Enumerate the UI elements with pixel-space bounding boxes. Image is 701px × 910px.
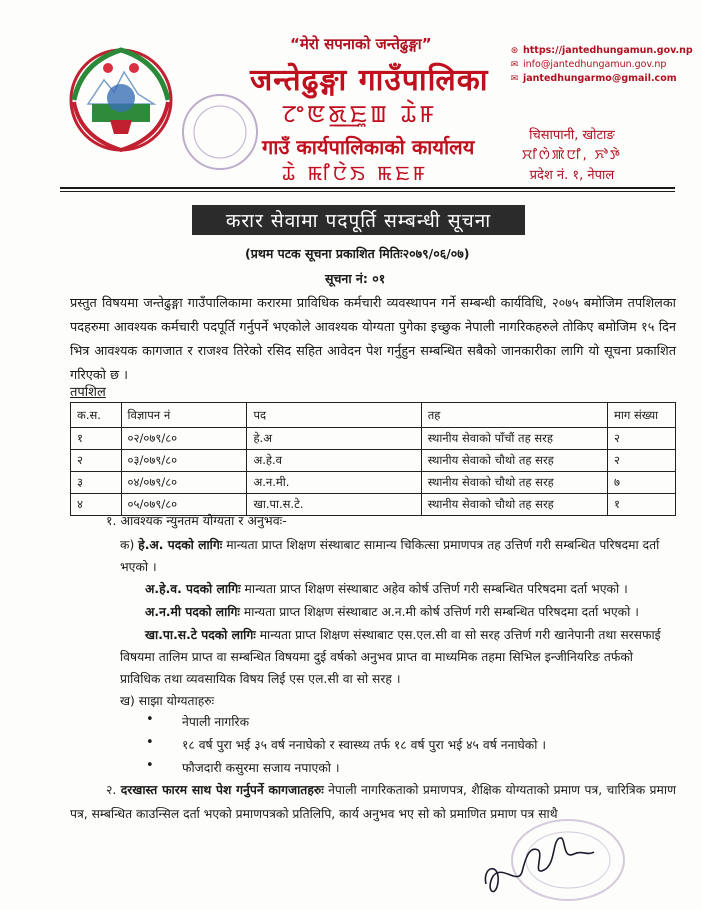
bullet-mark: • (146, 758, 154, 773)
cell-post: हे.अ (247, 428, 421, 450)
cell-sn: २ (71, 450, 122, 472)
qualification-ha (120, 534, 676, 578)
cell-sn: १ (71, 428, 122, 450)
bullet-item: फौजदारी कसुरमा सजाय नपाएको । (182, 761, 340, 775)
slogan: “मेरो सपनाको जन्तेढुङ्गा” (290, 35, 432, 53)
cell-level: स्थानीय सेवाको चौथो तह सरह (421, 494, 607, 516)
office-stamp-icon (180, 92, 260, 172)
kps-label: खा.पा.स.टे पदको लागिः (145, 628, 256, 642)
col-header-sn: क.स. (71, 403, 122, 428)
col-header-post: पद (247, 403, 421, 428)
cell-level: स्थानीय सेवाको पाँचौं तह सरह (421, 428, 607, 450)
address-block (522, 126, 622, 186)
section1-heading: १. आवश्यक न्युनतम योग्यता र अनुभवः- (106, 513, 287, 528)
address-line1-alt-script: ꯆꯤꯁꯥꯄꯥꯅꯤ, ꯈꯣꯇꯥ (522, 148, 622, 163)
office-title: गाउँ कार्यपालिकाको कार्यालय (262, 135, 475, 159)
qualification-anm (145, 601, 676, 623)
col-header-demand: माग संख्या (608, 403, 676, 428)
cell-ad-no: ०५/०७९/८० (121, 494, 247, 516)
qualification-ahew (145, 578, 676, 600)
notice-title: करार सेवामा पदपूर्ति सम्बन्धी सूचना (192, 205, 525, 235)
bullet-mark: • (146, 712, 154, 727)
email-link-gmail[interactable]: jantedhungarmo@gmail.com (523, 73, 677, 84)
email-icon: ✉ (510, 60, 519, 70)
kps-text: मान्यता प्राप्त शिक्षण संस्थाबाट एस.एल.सी वा सो सरह उत्तिर्ण गरी खानेपानी तथा सरसफाई विषयमा तालिम प्राप्त वा सम्बन्धित विषयमा दुई वर्षको अनुभव प्राप्त वा माध्यमिक तहमा सिभिल इन्जीनियरिङ तर्फको प्राविधिक तथा व्यवसायिक विषय लिई एस एल.सी वा सो सरह । (120, 628, 661, 686)
anm-label: अ.न.मी पदको लागिः (145, 605, 240, 619)
cell-demand: ७ (608, 472, 676, 494)
email-link-info[interactable]: info@jantedhungamun.gov.np (523, 59, 667, 70)
address-line1: चिसापानी, खोटाङ (529, 128, 615, 143)
cell-demand: २ (608, 428, 676, 450)
ahew-label: अ.हे.व. पदको लागिः (145, 582, 241, 596)
table-row (71, 428, 676, 450)
common-qualifications-heading: ख) साझा योग्यताहरुः (120, 694, 215, 708)
table-row (71, 450, 676, 472)
cell-sn: ३ (71, 472, 122, 494)
section2-number: २. (106, 783, 117, 797)
cell-post: अ.न.मी. (247, 472, 421, 494)
first-published-date: (प्रथम पटक सूचना प्रकाशित मितिः२०७९/०६/०७) (245, 246, 470, 261)
signature-icon (478, 826, 598, 906)
col-header-ad-no: विज्ञापन नं (121, 403, 247, 428)
address-line2: प्रदेश नं. १, नेपाल (529, 168, 615, 183)
section2-text: नेपाली नागरिकताको प्रमाणपत्र, शैक्षिक योग्यताको प्रमाण पत्र, चारित्रिक प्रमाण पत्र, सम्बन्धित काउन्सिल दर्ता भएको प्रमाणपत्रको प्रतिलिपि, कार्य अनुभव भए सो को प्रमाणित प्रमाण पत्र साथै (70, 783, 676, 821)
bullet-item: १८ वर्ष पुरा भई ३५ वर्ष ननाघेको र स्वास्थ्य तर्फ १८ वर्ष पुरा भई ४५ वर्ष ननाघेको । (182, 738, 547, 752)
bullet-item: नेपाली नागरिक (182, 715, 250, 729)
table-row (71, 472, 676, 494)
nepal-emblem-icon (62, 42, 180, 154)
item-prefix-ka: क) (120, 538, 135, 552)
cell-post: अ.हे.व (247, 450, 421, 472)
cell-level: स्थानीय सेवाको चौथो तह सरह (421, 472, 607, 494)
web-icon: ⊛ (510, 46, 519, 56)
cell-post: खा.पा.स.टे. (247, 494, 421, 516)
notice-body: प्रस्तुत विषयमा जन्तेढुङ्गा गाउँपालिकामा करारमा प्राविधिक कर्मचारी व्यवस्थापन गर्ने सम्बन्धी कार्यविधि, २०७५ बमोजिम तपशिलका पदहरुमा आवश्यक कर्मचारी पदपूर्ति गर्नुपर्ने भएकोले आवश्यक योग्यता पुगेका इच्छुक नेपाली नागरिकहरुले तोकिए बमोजिम १५ दिन भित्र आवश्यक कागजात र राजश्व तिरेको रसिद सहित आवेदन पेश गर्नुहुन सम्बन्धित सबैको जानकारीका लागि यो सूचना प्रकाशित गरिएको छ । (70, 296, 676, 383)
org-name-alt-script: ꯖꯦꯟꯗ꯭ꯐꯨꯡ ꯊꯥꯝ (282, 100, 438, 128)
cell-ad-no: ०३/०७९/८० (121, 450, 247, 472)
anm-text: मान्यता प्राप्त शिक्षण संस्थाबाट अ.न.मी कोर्ष उत्तिर्ण गरी सम्बन्धित परिषदमा दर्ता भएको । (243, 605, 639, 619)
cell-level: स्थानीय सेवाको चौथो तह सरह (421, 450, 607, 472)
org-name: जन्तेढुङ्गा गाउँपालिका (250, 63, 489, 98)
col-header-level: तह (421, 403, 607, 428)
website-link[interactable]: https://jantedhungamun.gov.np (523, 45, 693, 56)
section2-label: दरखास्त फारम साथ पेश गर्नुपर्ने कागजातहरुः (120, 783, 324, 797)
ha-text: मान्यता प्राप्त शिक्षण संस्थाबाट सामान्य चिकित्सा प्रमाणपत्र तह उत्तिर्ण गरी सम्बन्धित परिषदमा दर्ता भएको । (120, 538, 660, 574)
cell-ad-no: ०२/०७९/८० (121, 428, 247, 450)
email-icon: ✉ (510, 74, 519, 84)
table-header-row (71, 403, 676, 428)
details-heading: तपशिल (70, 385, 106, 400)
vacancy-table (70, 402, 676, 516)
bullet-mark: • (146, 735, 154, 750)
header-divider (60, 187, 675, 189)
notice-number: सूचना नं: ०१ (325, 271, 386, 286)
ahew-text: मान्यता प्राप्त शिक्षण संस्थाबाट अहेव कोर्ष उत्तिर्ण गरी सम्बन्धित परिषदमा दर्ता भएको । (244, 582, 628, 596)
cell-demand: २ (608, 450, 676, 472)
header-divider-thin (60, 191, 675, 192)
contact-block (510, 44, 693, 86)
cell-sn: ४ (71, 494, 122, 516)
qualification-kps (120, 624, 676, 690)
cell-ad-no: ०४/०७९/८० (121, 472, 247, 494)
cell-demand: १ (608, 494, 676, 516)
office-title-alt-script: ꯊꯥ ꯃꯤꯅꯥꯏ ꯃꯐꯝ (282, 161, 429, 185)
ha-label: हे.अ. पदको लागिः (138, 538, 223, 552)
